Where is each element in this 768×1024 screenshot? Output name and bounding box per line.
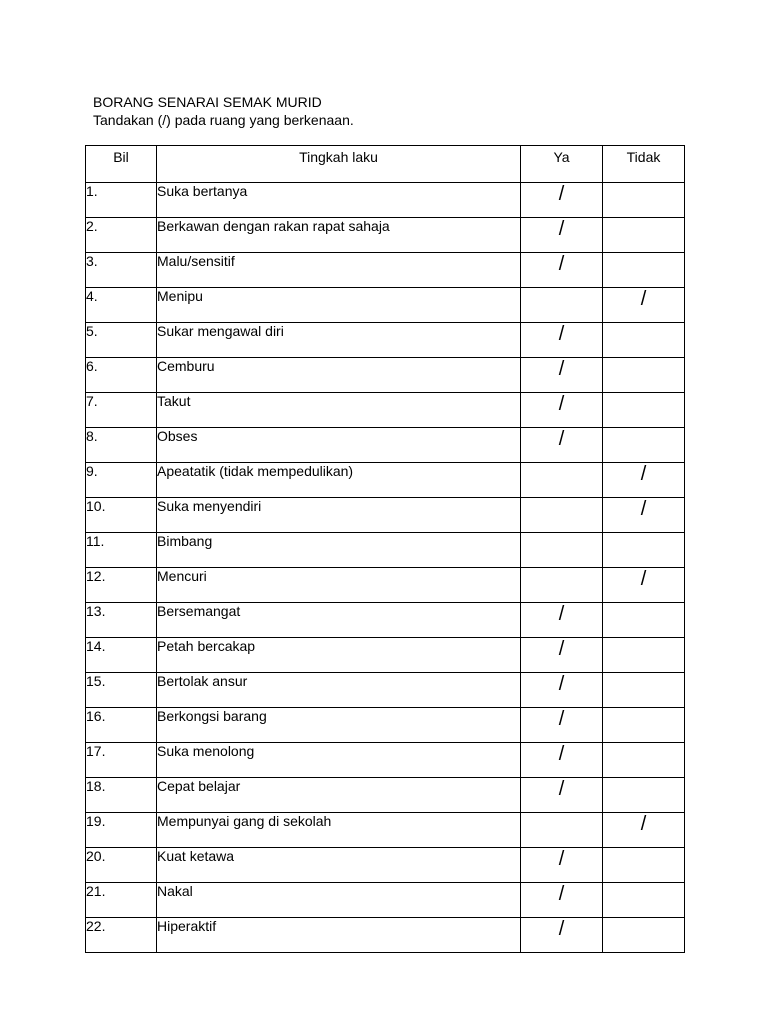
tidak-checkbox-cell[interactable] — [603, 358, 685, 393]
row-number: 14. — [86, 638, 157, 673]
behavior-label: Nakal — [157, 883, 521, 918]
row-number: 7. — [86, 393, 157, 428]
behavior-label: Hiperaktif — [157, 918, 521, 953]
behavior-label: Mempunyai gang di sekolah — [157, 813, 521, 848]
table-row — [86, 638, 685, 673]
tidak-checkbox-cell[interactable] — [603, 918, 685, 953]
table-row — [86, 183, 685, 218]
table-row — [86, 533, 685, 568]
ya-checkbox-cell[interactable] — [521, 533, 603, 568]
row-number: 18. — [86, 778, 157, 813]
table-row — [86, 918, 685, 953]
table-body — [86, 183, 685, 953]
ya-checkbox-cell[interactable]: / — [521, 638, 603, 673]
row-number: 19. — [86, 813, 157, 848]
ya-checkbox-cell[interactable]: / — [521, 218, 603, 253]
ya-checkbox-cell[interactable]: / — [521, 253, 603, 288]
row-number: 8. — [86, 428, 157, 463]
tidak-checkbox-cell[interactable] — [603, 323, 685, 358]
behavior-label: Sukar mengawal diri — [157, 323, 521, 358]
table-row — [86, 813, 685, 848]
table-row — [86, 883, 685, 918]
table-row — [86, 218, 685, 253]
table-row — [86, 253, 685, 288]
behavior-label: Suka bertanya — [157, 183, 521, 218]
behavior-label: Obses — [157, 428, 521, 463]
row-number: 3. — [86, 253, 157, 288]
table-row — [86, 848, 685, 883]
behavior-label: Petah bercakap — [157, 638, 521, 673]
tidak-checkbox-cell[interactable] — [603, 708, 685, 743]
tidak-checkbox-cell[interactable] — [603, 428, 685, 463]
table-row — [86, 743, 685, 778]
tidak-checkbox-cell[interactable] — [603, 778, 685, 813]
tidak-checkbox-cell[interactable] — [603, 533, 685, 568]
tidak-checkbox-cell[interactable]: / — [603, 813, 685, 848]
behavior-label: Bimbang — [157, 533, 521, 568]
column-header-behavior: Tingkah laku — [157, 146, 521, 183]
row-number: 17. — [86, 743, 157, 778]
tidak-checkbox-cell[interactable]: / — [603, 568, 685, 603]
table-row — [86, 288, 685, 323]
row-number: 2. — [86, 218, 157, 253]
tidak-checkbox-cell[interactable] — [603, 638, 685, 673]
table-row — [86, 463, 685, 498]
table-row — [86, 708, 685, 743]
table-row — [86, 673, 685, 708]
behavior-label: Berkawan dengan rakan rapat sahaja — [157, 218, 521, 253]
tidak-checkbox-cell[interactable] — [603, 848, 685, 883]
ya-checkbox-cell[interactable]: / — [521, 323, 603, 358]
tidak-checkbox-cell[interactable] — [603, 218, 685, 253]
row-number: 10. — [86, 498, 157, 533]
form-instruction: Tandakan (/) pada ruang yang berkenaan. — [93, 112, 354, 128]
behavior-label: Cepat belajar — [157, 778, 521, 813]
behavior-label: Berkongsi barang — [157, 708, 521, 743]
tidak-checkbox-cell[interactable] — [603, 393, 685, 428]
tidak-checkbox-cell[interactable] — [603, 253, 685, 288]
row-number: 13. — [86, 603, 157, 638]
tidak-checkbox-cell[interactable]: / — [603, 498, 685, 533]
ya-checkbox-cell[interactable]: / — [521, 848, 603, 883]
table-row — [86, 358, 685, 393]
ya-checkbox-cell[interactable]: / — [521, 778, 603, 813]
behavior-label: Apeatatik (tidak mempedulikan) — [157, 463, 521, 498]
row-number: 12. — [86, 568, 157, 603]
ya-checkbox-cell[interactable] — [521, 568, 603, 603]
ya-checkbox-cell[interactable] — [521, 288, 603, 323]
tidak-checkbox-cell[interactable] — [603, 673, 685, 708]
row-number: 11. — [86, 533, 157, 568]
behavior-label: Mencuri — [157, 568, 521, 603]
ya-checkbox-cell[interactable] — [521, 498, 603, 533]
row-number: 4. — [86, 288, 157, 323]
behavior-label: Bersemangat — [157, 603, 521, 638]
row-number: 6. — [86, 358, 157, 393]
behavior-label: Takut — [157, 393, 521, 428]
behavior-label: Kuat ketawa — [157, 848, 521, 883]
ya-checkbox-cell[interactable]: / — [521, 708, 603, 743]
column-header-tidak: Tidak — [603, 146, 685, 183]
table-row — [86, 323, 685, 358]
checklist-table — [85, 145, 685, 953]
row-number: 15. — [86, 673, 157, 708]
table-row — [86, 498, 685, 533]
tidak-checkbox-cell[interactable]: / — [603, 288, 685, 323]
ya-checkbox-cell[interactable]: / — [521, 428, 603, 463]
ya-checkbox-cell[interactable]: / — [521, 673, 603, 708]
row-number: 16. — [86, 708, 157, 743]
tidak-checkbox-cell[interactable]: / — [603, 463, 685, 498]
form-title: BORANG SENARAI SEMAK MURID — [93, 94, 322, 110]
table-row — [86, 428, 685, 463]
row-number: 5. — [86, 323, 157, 358]
ya-checkbox-cell[interactable]: / — [521, 603, 603, 638]
behavior-label: Suka menolong — [157, 743, 521, 778]
ya-checkbox-cell[interactable] — [521, 813, 603, 848]
form-header — [93, 93, 354, 129]
row-number: 1. — [86, 183, 157, 218]
column-header-ya: Ya — [521, 146, 603, 183]
tidak-checkbox-cell[interactable] — [603, 743, 685, 778]
tidak-checkbox-cell[interactable] — [603, 183, 685, 218]
ya-checkbox-cell[interactable]: / — [521, 743, 603, 778]
tidak-checkbox-cell[interactable] — [603, 603, 685, 638]
table-row — [86, 603, 685, 638]
ya-checkbox-cell[interactable]: / — [521, 183, 603, 218]
tidak-checkbox-cell[interactable] — [603, 883, 685, 918]
behavior-label: Malu/sensitif — [157, 253, 521, 288]
ya-checkbox-cell[interactable]: / — [521, 358, 603, 393]
ya-checkbox-cell[interactable]: / — [521, 918, 603, 953]
ya-checkbox-cell[interactable] — [521, 463, 603, 498]
row-number: 21. — [86, 883, 157, 918]
table-row — [86, 393, 685, 428]
behavior-label: Bertolak ansur — [157, 673, 521, 708]
behavior-label: Suka menyendiri — [157, 498, 521, 533]
row-number: 22. — [86, 918, 157, 953]
behavior-label: Menipu — [157, 288, 521, 323]
row-number: 9. — [86, 463, 157, 498]
ya-checkbox-cell[interactable]: / — [521, 393, 603, 428]
table-header-row — [86, 146, 685, 183]
table-row — [86, 778, 685, 813]
ya-checkbox-cell[interactable]: / — [521, 883, 603, 918]
table-row — [86, 568, 685, 603]
behavior-label: Cemburu — [157, 358, 521, 393]
row-number: 20. — [86, 848, 157, 883]
column-header-bil: Bil — [86, 146, 157, 183]
